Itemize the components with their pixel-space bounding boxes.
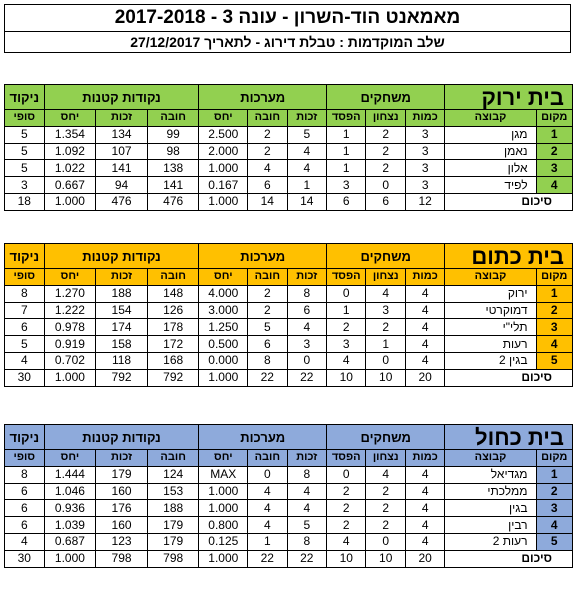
count-cell: 4 [405, 500, 444, 517]
sf-cell: 5 [287, 517, 326, 534]
count-cell: 3 [405, 143, 444, 160]
points-against-subheader: חובה [147, 110, 199, 127]
points-for-subheader: זכות [96, 450, 148, 467]
pr-cell: 0.978 [44, 319, 96, 336]
pr-cell: 0.702 [44, 352, 96, 369]
sa-cell: 4 [248, 500, 287, 517]
table-row [5, 336, 573, 353]
sa-cell: 6 [248, 177, 287, 194]
table-row [5, 160, 573, 177]
sr-cell: 2.500 [199, 126, 248, 143]
loss-cell: 2 [327, 500, 366, 517]
rank-cell: 1 [536, 126, 572, 143]
pf-cell: 160 [96, 483, 148, 500]
score-cell: 5 [5, 336, 45, 353]
players-header: משחקים [327, 425, 445, 450]
group-name: בית כחול [445, 425, 573, 450]
win-cell: 4 [366, 285, 405, 302]
loss-cell: 1 [327, 302, 366, 319]
sa-cell: 4 [248, 517, 287, 534]
team-header: קבוצה [445, 269, 536, 286]
pr-cell: 0.687 [44, 533, 96, 550]
loss-cell: 1 [327, 143, 366, 160]
sf-cell: 0 [287, 352, 326, 369]
team-cell: מגדיאל [445, 466, 536, 483]
win-cell: 0 [366, 177, 405, 194]
total-score-cell: 30 [5, 369, 45, 386]
pr-cell: 1.444 [44, 466, 96, 483]
sa-cell: 6 [248, 336, 287, 353]
total-loss-cell: 10 [327, 550, 366, 567]
win-cell: 2 [366, 517, 405, 534]
loss-cell: 3 [327, 336, 366, 353]
sf-cell: 3 [287, 336, 326, 353]
rank-cell: 3 [536, 160, 572, 177]
pa-cell: 179 [147, 533, 199, 550]
sr-cell: 0.800 [199, 517, 248, 534]
final-subheader: סופי [5, 269, 45, 286]
total-sr-cell: 1.000 [199, 193, 248, 210]
sa-cell: 5 [248, 319, 287, 336]
sr-cell: MAX [199, 466, 248, 483]
total-pf-cell: 798 [96, 550, 148, 567]
pf-cell: 94 [96, 177, 148, 194]
rank-cell: 5 [536, 533, 572, 550]
win-cell: 0 [366, 352, 405, 369]
group-blue-table [4, 424, 573, 568]
team-cell: ממלכתי [445, 483, 536, 500]
sf-cell: 8 [287, 466, 326, 483]
sa-cell: 2 [248, 143, 287, 160]
pa-cell: 124 [147, 466, 199, 483]
pa-cell: 98 [147, 143, 199, 160]
page-subtitle: שלב המוקדמות : טבלת דירוג - לתאריך 27/12/2017 [5, 32, 571, 53]
pf-cell: 123 [96, 533, 148, 550]
pa-cell: 153 [147, 483, 199, 500]
team-cell: מגן [445, 126, 536, 143]
points-ratio-subheader: יחס [44, 450, 96, 467]
total-count-cell: 12 [405, 193, 444, 210]
total-pr-cell: 1.000 [44, 193, 96, 210]
total-row [5, 550, 573, 567]
sr-cell: 1.000 [199, 500, 248, 517]
count-cell: 4 [405, 466, 444, 483]
sf-cell: 4 [287, 500, 326, 517]
score-cell: 8 [5, 466, 45, 483]
rank-cell: 2 [536, 143, 572, 160]
rank-cell: 5 [536, 352, 572, 369]
total-sa-cell: 22 [248, 369, 287, 386]
table-row [5, 352, 573, 369]
loss-subheader: הפסד [327, 450, 366, 467]
score-cell: 8 [5, 285, 45, 302]
loss-subheader: הפסד [327, 269, 366, 286]
table-row [5, 126, 573, 143]
pr-cell: 1.046 [44, 483, 96, 500]
pr-cell: 1.092 [44, 143, 96, 160]
sr-cell: 1.000 [199, 160, 248, 177]
table-row [5, 177, 573, 194]
win-cell: 2 [366, 319, 405, 336]
sets-against-subheader: חובה [248, 110, 287, 127]
sr-cell: 1.000 [199, 483, 248, 500]
sa-cell: 4 [248, 483, 287, 500]
sa-cell: 0 [248, 466, 287, 483]
score-header: ניקוד [5, 425, 45, 450]
rank-header: מקום [536, 110, 572, 127]
sa-cell: 8 [248, 352, 287, 369]
sf-cell: 6 [287, 302, 326, 319]
count-cell: 3 [405, 177, 444, 194]
sets-ratio-subheader: יחס [199, 450, 248, 467]
score-cell: 6 [5, 319, 45, 336]
sets-header: מערכות [199, 244, 327, 269]
team-cell: רעות 2 [445, 533, 536, 550]
win-subheader: נצחון [366, 269, 405, 286]
total-win-cell: 10 [366, 369, 405, 386]
page-title: מאמאנט הוד-השרון - עונה 3 - 2017-2018 [5, 5, 571, 32]
final-subheader: סופי [5, 110, 45, 127]
total-pf-cell: 476 [96, 193, 148, 210]
total-sr-cell: 1.000 [199, 369, 248, 386]
count-cell: 4 [405, 319, 444, 336]
sets-against-subheader: חובה [248, 269, 287, 286]
pf-cell: 141 [96, 160, 148, 177]
rank-cell: 4 [536, 177, 572, 194]
players-header: משחקים [327, 85, 445, 110]
count-cell: 4 [405, 352, 444, 369]
loss-subheader: הפסד [327, 110, 366, 127]
sf-cell: 4 [287, 483, 326, 500]
sr-cell: 0.000 [199, 352, 248, 369]
pa-cell: 138 [147, 160, 199, 177]
total-row [5, 369, 573, 386]
rank-cell: 1 [536, 466, 572, 483]
total-score-cell: 18 [5, 193, 45, 210]
count-cell: 3 [405, 126, 444, 143]
sets-for-subheader: זכות [287, 450, 326, 467]
pr-cell: 1.039 [44, 517, 96, 534]
pr-cell: 1.022 [44, 160, 96, 177]
pa-cell: 168 [147, 352, 199, 369]
pa-cell: 148 [147, 285, 199, 302]
count-cell: 3 [405, 160, 444, 177]
rank-cell: 1 [536, 285, 572, 302]
pr-cell: 0.919 [44, 336, 96, 353]
score-header: ניקוד [5, 244, 45, 269]
total-label: סיכום [445, 550, 573, 567]
total-pf-cell: 792 [96, 369, 148, 386]
sa-cell: 1 [248, 533, 287, 550]
team-cell: לפיד [445, 177, 536, 194]
sr-cell: 0.125 [199, 533, 248, 550]
count-cell: 4 [405, 533, 444, 550]
count-subheader: כמות [405, 110, 444, 127]
count-subheader: כמות [405, 450, 444, 467]
total-sf-cell: 22 [287, 550, 326, 567]
players-header: משחקים [327, 244, 445, 269]
sets-for-subheader: זכות [287, 110, 326, 127]
score-cell: 7 [5, 302, 45, 319]
points-ratio-subheader: יחס [44, 110, 96, 127]
pf-cell: 188 [96, 285, 148, 302]
win-cell: 2 [366, 160, 405, 177]
sa-cell: 2 [248, 285, 287, 302]
total-pr-cell: 1.000 [44, 369, 96, 386]
pf-cell: 154 [96, 302, 148, 319]
count-cell: 4 [405, 302, 444, 319]
pa-cell: 179 [147, 517, 199, 534]
small-points-header: נקודות קטנות [44, 244, 199, 269]
pa-cell: 141 [147, 177, 199, 194]
sets-ratio-subheader: יחס [199, 110, 248, 127]
total-win-cell: 6 [366, 193, 405, 210]
total-sr-cell: 1.000 [199, 550, 248, 567]
sets-ratio-subheader: יחס [199, 269, 248, 286]
rank-cell: 3 [536, 500, 572, 517]
loss-cell: 4 [327, 352, 366, 369]
total-count-cell: 20 [405, 369, 444, 386]
sa-cell: 4 [248, 160, 287, 177]
pa-cell: 178 [147, 319, 199, 336]
sr-cell: 1.250 [199, 319, 248, 336]
small-points-header: נקודות קטנות [44, 85, 199, 110]
group-orange-table [4, 243, 573, 387]
total-pr-cell: 1.000 [44, 550, 96, 567]
sf-cell: 1 [287, 177, 326, 194]
table-row [5, 143, 573, 160]
win-cell: 2 [366, 126, 405, 143]
win-cell: 4 [366, 466, 405, 483]
loss-cell: 3 [327, 177, 366, 194]
total-score-cell: 30 [5, 550, 45, 567]
pa-cell: 188 [147, 500, 199, 517]
score-cell: 3 [5, 177, 45, 194]
sf-cell: 8 [287, 533, 326, 550]
table-row [5, 500, 573, 517]
team-cell: אלון [445, 160, 536, 177]
total-loss-cell: 10 [327, 369, 366, 386]
team-cell: בגין 2 [445, 352, 536, 369]
pa-cell: 172 [147, 336, 199, 353]
rank-cell: 4 [536, 517, 572, 534]
sr-cell: 4.000 [199, 285, 248, 302]
team-cell: ירוק [445, 285, 536, 302]
group-name: בית ירוק [445, 85, 573, 110]
rank-header: מקום [536, 450, 572, 467]
score-cell: 4 [5, 533, 45, 550]
pr-cell: 0.667 [44, 177, 96, 194]
loss-cell: 2 [327, 483, 366, 500]
pr-cell: 1.270 [44, 285, 96, 302]
total-row [5, 193, 573, 210]
sf-cell: 4 [287, 319, 326, 336]
table-row [5, 533, 573, 550]
total-sf-cell: 14 [287, 193, 326, 210]
total-pa-cell: 792 [147, 369, 199, 386]
loss-cell: 4 [327, 533, 366, 550]
score-cell: 5 [5, 126, 45, 143]
small-points-header: נקודות קטנות [44, 425, 199, 450]
pr-cell: 1.222 [44, 302, 96, 319]
pf-cell: 134 [96, 126, 148, 143]
points-against-subheader: חובה [147, 450, 199, 467]
sets-for-subheader: זכות [287, 269, 326, 286]
rank-cell: 3 [536, 319, 572, 336]
team-cell: בגין [445, 500, 536, 517]
sets-header: מערכות [199, 425, 327, 450]
loss-cell: 1 [327, 126, 366, 143]
team-cell: נאמן [445, 143, 536, 160]
score-cell: 6 [5, 517, 45, 534]
count-subheader: כמות [405, 269, 444, 286]
table-row [5, 302, 573, 319]
loss-cell: 0 [327, 466, 366, 483]
group-green-table [4, 84, 573, 211]
count-cell: 4 [405, 285, 444, 302]
total-loss-cell: 6 [327, 193, 366, 210]
sa-cell: 2 [248, 126, 287, 143]
rank-cell: 2 [536, 302, 572, 319]
score-cell: 5 [5, 143, 45, 160]
sa-cell: 2 [248, 302, 287, 319]
pa-cell: 99 [147, 126, 199, 143]
sf-cell: 5 [287, 126, 326, 143]
win-subheader: נצחון [366, 110, 405, 127]
pr-cell: 0.936 [44, 500, 96, 517]
total-sa-cell: 14 [248, 193, 287, 210]
final-subheader: סופי [5, 450, 45, 467]
pf-cell: 107 [96, 143, 148, 160]
win-cell: 1 [366, 336, 405, 353]
table-row [5, 517, 573, 534]
loss-cell: 0 [327, 285, 366, 302]
total-label: סיכום [445, 193, 573, 210]
points-against-subheader: חובה [147, 269, 199, 286]
count-cell: 4 [405, 483, 444, 500]
loss-cell: 2 [327, 319, 366, 336]
pf-cell: 179 [96, 466, 148, 483]
total-count-cell: 20 [405, 550, 444, 567]
loss-cell: 1 [327, 160, 366, 177]
sf-cell: 4 [287, 143, 326, 160]
sr-cell: 3.000 [199, 302, 248, 319]
pf-cell: 160 [96, 517, 148, 534]
total-win-cell: 10 [366, 550, 405, 567]
sr-cell: 0.500 [199, 336, 248, 353]
pf-cell: 118 [96, 352, 148, 369]
team-cell: רבין [445, 517, 536, 534]
points-for-subheader: זכות [96, 110, 148, 127]
rank-header: מקום [536, 269, 572, 286]
total-pa-cell: 476 [147, 193, 199, 210]
loss-cell: 2 [327, 517, 366, 534]
win-cell: 0 [366, 533, 405, 550]
points-ratio-subheader: יחס [44, 269, 96, 286]
count-cell: 4 [405, 336, 444, 353]
win-cell: 2 [366, 500, 405, 517]
team-header: קבוצה [445, 450, 536, 467]
count-cell: 4 [405, 517, 444, 534]
sets-header: מערכות [199, 85, 327, 110]
table-row [5, 319, 573, 336]
group-name: בית כתום [445, 244, 573, 269]
pf-cell: 174 [96, 319, 148, 336]
table-row [5, 285, 573, 302]
pf-cell: 176 [96, 500, 148, 517]
table-row [5, 483, 573, 500]
team-cell: דמוקרטי [445, 302, 536, 319]
score-cell: 6 [5, 483, 45, 500]
team-cell: רעות [445, 336, 536, 353]
win-cell: 2 [366, 143, 405, 160]
pr-cell: 1.354 [44, 126, 96, 143]
win-subheader: נצחון [366, 450, 405, 467]
score-cell: 6 [5, 500, 45, 517]
pf-cell: 158 [96, 336, 148, 353]
sf-cell: 4 [287, 160, 326, 177]
win-cell: 2 [366, 483, 405, 500]
table-row [5, 466, 573, 483]
total-pa-cell: 798 [147, 550, 199, 567]
sr-cell: 2.000 [199, 143, 248, 160]
pa-cell: 126 [147, 302, 199, 319]
win-cell: 3 [366, 302, 405, 319]
score-header: ניקוד [5, 85, 45, 110]
sr-cell: 0.167 [199, 177, 248, 194]
score-cell: 5 [5, 160, 45, 177]
score-cell: 4 [5, 352, 45, 369]
total-sa-cell: 22 [248, 550, 287, 567]
team-header: קבוצה [445, 110, 536, 127]
points-for-subheader: זכות [96, 269, 148, 286]
rank-cell: 4 [536, 336, 572, 353]
sets-against-subheader: חובה [248, 450, 287, 467]
sf-cell: 8 [287, 285, 326, 302]
total-label: סיכום [445, 369, 573, 386]
rank-cell: 2 [536, 483, 572, 500]
total-sf-cell: 22 [287, 369, 326, 386]
page-header [4, 4, 571, 53]
team-cell: תלי"י [445, 319, 536, 336]
